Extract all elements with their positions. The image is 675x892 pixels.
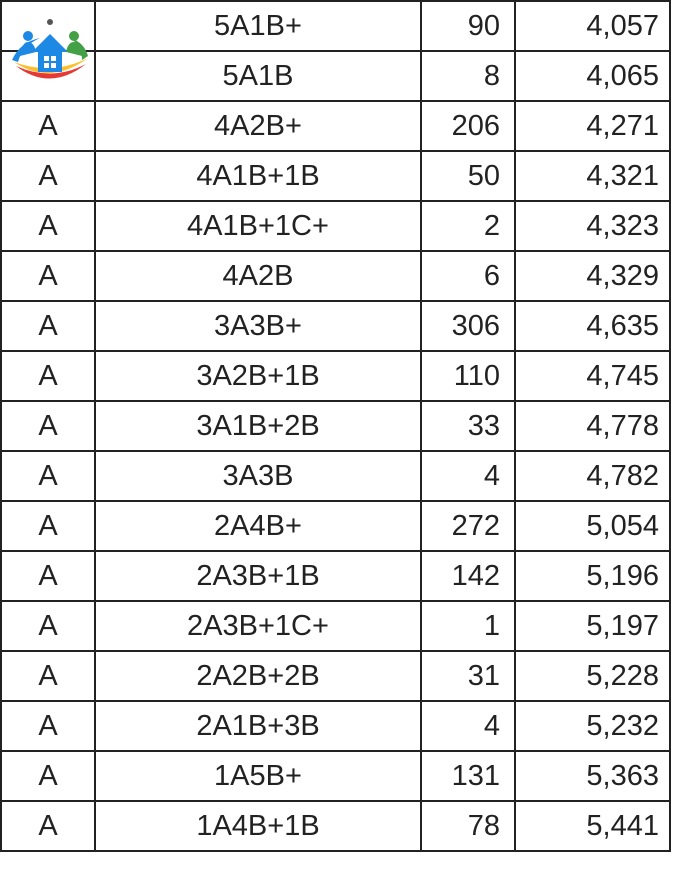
combination-cell: 2A3B+1B xyxy=(95,551,421,601)
combination-cell: 3A3B+ xyxy=(95,301,421,351)
cumulative-cell: 4,745 xyxy=(515,351,670,401)
combination-cell: 5A1B xyxy=(95,51,421,101)
cumulative-cell: 5,228 xyxy=(515,651,670,701)
count-cell: 131 xyxy=(421,751,515,801)
cumulative-cell: 4,321 xyxy=(515,151,670,201)
count-cell: 8 xyxy=(421,51,515,101)
cumulative-cell: 5,363 xyxy=(515,751,670,801)
combination-cell: 3A1B+2B xyxy=(95,401,421,451)
table-row xyxy=(1,51,670,101)
combination-cell: 2A4B+ xyxy=(95,501,421,551)
table-row xyxy=(1,701,670,751)
table-row xyxy=(1,451,670,501)
count-cell: 90 xyxy=(421,1,515,51)
table-row xyxy=(1,801,670,851)
cumulative-cell: 5,197 xyxy=(515,601,670,651)
cumulative-cell: 4,329 xyxy=(515,251,670,301)
grade-cell: A xyxy=(1,251,95,301)
count-cell: 306 xyxy=(421,301,515,351)
table-body xyxy=(1,1,670,851)
combination-cell: 2A1B+3B xyxy=(95,701,421,751)
combination-cell: 2A2B+2B xyxy=(95,651,421,701)
count-cell: 1 xyxy=(421,601,515,651)
table-row xyxy=(1,301,670,351)
cumulative-cell: 4,271 xyxy=(515,101,670,151)
table-row xyxy=(1,751,670,801)
combination-cell: 3A2B+1B xyxy=(95,351,421,401)
table-row xyxy=(1,601,670,651)
grade-cell: A xyxy=(1,351,95,401)
table-row xyxy=(1,501,670,551)
cumulative-cell: 4,065 xyxy=(515,51,670,101)
table-row xyxy=(1,251,670,301)
grade-cell: A xyxy=(1,651,95,701)
grade-cell: A xyxy=(1,501,95,551)
count-cell: 2 xyxy=(421,201,515,251)
grade-cell: A xyxy=(1,601,95,651)
table-row xyxy=(1,351,670,401)
count-cell: 33 xyxy=(421,401,515,451)
cumulative-cell: 5,232 xyxy=(515,701,670,751)
combination-cell: 4A1B+1B xyxy=(95,151,421,201)
grade-cell: A xyxy=(1,451,95,501)
count-cell: 6 xyxy=(421,251,515,301)
count-cell: 50 xyxy=(421,151,515,201)
count-cell: 110 xyxy=(421,351,515,401)
combination-cell: 4A2B xyxy=(95,251,421,301)
cumulative-cell: 4,323 xyxy=(515,201,670,251)
cumulative-cell: 5,054 xyxy=(515,501,670,551)
cumulative-cell: 5,196 xyxy=(515,551,670,601)
count-cell: 142 xyxy=(421,551,515,601)
table-row xyxy=(1,151,670,201)
count-cell: 272 xyxy=(421,501,515,551)
cumulative-cell: 4,635 xyxy=(515,301,670,351)
count-cell: 206 xyxy=(421,101,515,151)
combination-cell: 1A4B+1B xyxy=(95,801,421,851)
grade-cell: A xyxy=(1,301,95,351)
cumulative-cell: 4,778 xyxy=(515,401,670,451)
house-family-logo-icon xyxy=(10,12,90,92)
grade-cell: A xyxy=(1,801,95,851)
count-cell: 4 xyxy=(421,701,515,751)
table-row xyxy=(1,401,670,451)
grade-cell: A xyxy=(1,201,95,251)
table-row xyxy=(1,551,670,601)
cumulative-cell: 5,441 xyxy=(515,801,670,851)
table-row xyxy=(1,651,670,701)
combination-cell: 1A5B+ xyxy=(95,751,421,801)
grade-cell: A xyxy=(1,751,95,801)
count-cell: 78 xyxy=(421,801,515,851)
table-row xyxy=(1,201,670,251)
grade-cell: A xyxy=(1,101,95,151)
grade-cell: A xyxy=(1,401,95,451)
grade-cell: A xyxy=(1,551,95,601)
combination-cell: 4A1B+1C+ xyxy=(95,201,421,251)
cumulative-cell: 4,782 xyxy=(515,451,670,501)
combination-cell: 4A2B+ xyxy=(95,101,421,151)
grade-cell: A xyxy=(1,701,95,751)
combination-cell: 2A3B+1C+ xyxy=(95,601,421,651)
cumulative-cell: 4,057 xyxy=(515,1,670,51)
count-cell: 4 xyxy=(421,451,515,501)
table-row xyxy=(1,1,670,51)
combination-cell: 5A1B+ xyxy=(95,1,421,51)
table-row xyxy=(1,101,670,151)
count-cell: 31 xyxy=(421,651,515,701)
combination-cell: 3A3B xyxy=(95,451,421,501)
grade-cell: A xyxy=(1,151,95,201)
